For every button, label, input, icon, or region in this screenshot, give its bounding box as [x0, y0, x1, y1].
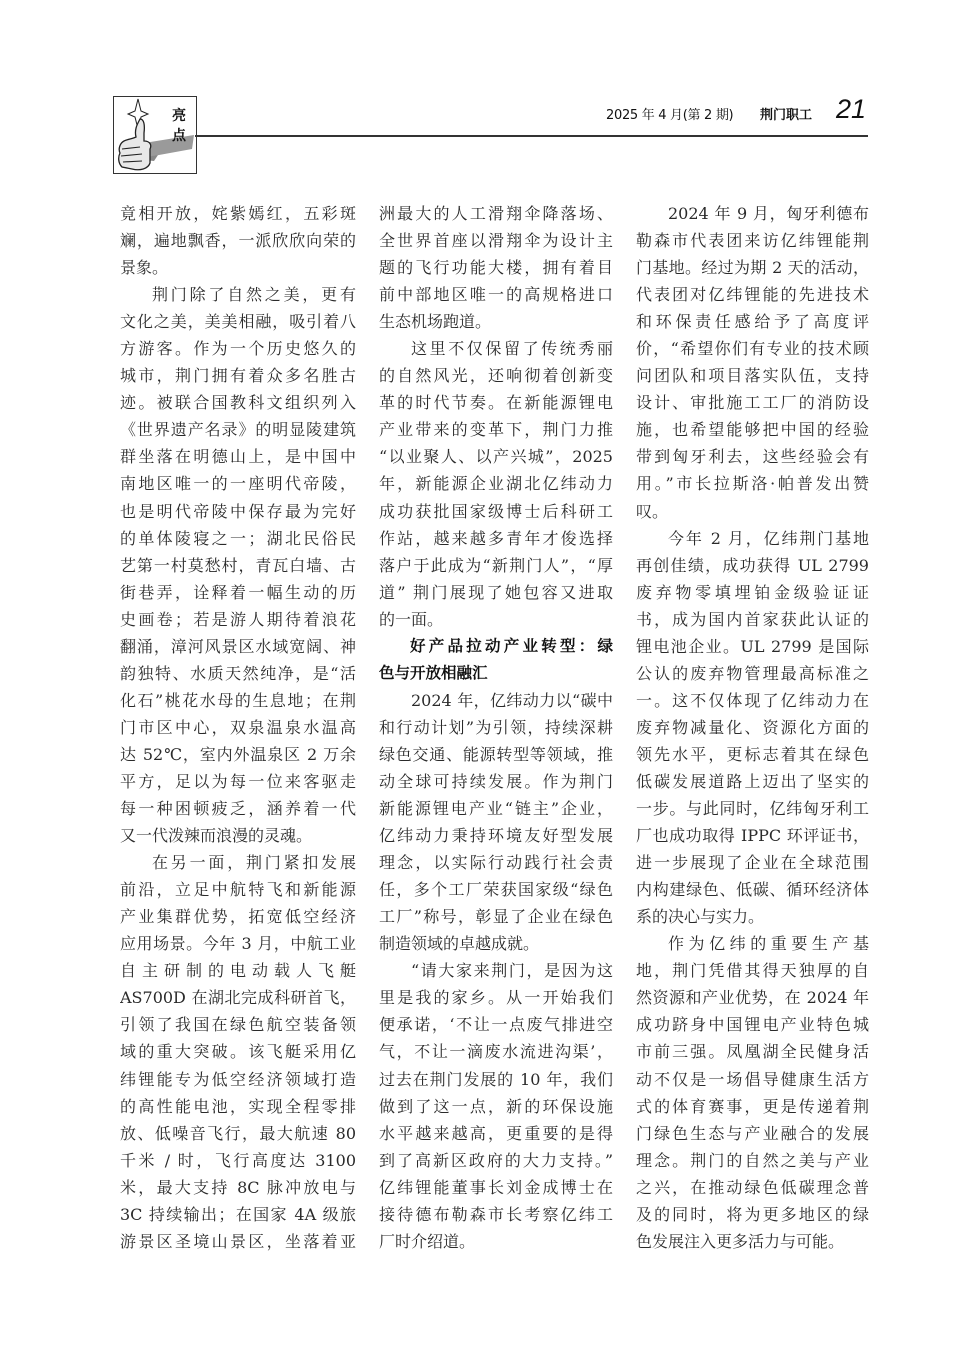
text-line: 作站，越来越多青年才俊选择	[379, 528, 613, 548]
text-line: 年，新能源企业湖北亿纬动力	[379, 474, 613, 494]
text-line: 千米 / 时，飞行高度达 3100	[120, 1150, 356, 1170]
text-line: 设计、审批施工工厂的消防设	[636, 393, 869, 413]
text-line: 领先水平，更标志着其在绿色	[636, 744, 869, 764]
text-line: 艺第一村莫愁村，青瓦白墙、古	[120, 555, 356, 575]
paragraph	[120, 281, 356, 849]
text-line: 厂也成功取得 IPPC 环评证书，	[636, 826, 869, 846]
text-line: 带到匈牙利去，这些经验会有	[636, 447, 869, 467]
text-line: 绿色交通、能源转型等领域，推	[379, 744, 613, 764]
text-line: 街巷弄，诠释着一幅生动的历	[120, 582, 356, 602]
paragraph	[636, 930, 869, 1255]
text-line: 新能源锂电产业“链主”企业，	[379, 799, 613, 819]
text-line: 2024 年 9 月，匈牙利德布	[668, 204, 869, 223]
text-line: 理念，以实际行动践行社会责	[379, 853, 613, 873]
article-column-3	[636, 200, 869, 1255]
text-line: 之兴，在推动绿色低碳理念普	[636, 1177, 869, 1197]
paragraph	[636, 525, 869, 931]
text-line: 又一代泼辣而浪漫的灵魂。	[120, 826, 313, 846]
text-line: 做到了这一点，新的环保设施	[379, 1096, 613, 1116]
text-line: 产业带来的变革下，荆门力推	[379, 420, 613, 440]
text-line: 色发展注入更多活力与可能。	[636, 1231, 845, 1251]
text-line: 的单体陵寝之一；湖北民俗民	[120, 528, 356, 548]
text-line: 价，“希望你们有专业的技术顾	[636, 339, 869, 359]
text-line: 2024 年，亿纬动力以“碳中	[411, 690, 613, 710]
text-line: 道” 荆门展现了她包容又进取	[379, 582, 613, 602]
text-line: 到了高新区政府的大力支持。”	[379, 1150, 613, 1170]
paragraph	[379, 335, 613, 633]
text-line: 今年 2 月，亿纬荆门基地	[668, 528, 869, 548]
text-line: 南地区唯一的一座明代帝陵，	[120, 474, 356, 494]
text-line: 和行动计划”为引领，持续深耕	[379, 717, 613, 737]
article-column-1	[120, 200, 356, 1255]
paragraph	[636, 200, 869, 525]
text-line: 制造领域的卓越成就。	[379, 934, 540, 954]
text-line: 放、低噪音飞行，最大航速 80	[120, 1123, 356, 1143]
text-line: 引领了我国在绿色航空装备领	[120, 1015, 356, 1035]
text-line: 成功跻身中国锂电产业特色城	[636, 1015, 869, 1035]
text-line: 勒森市代表团来访亿纬锂能荆	[636, 231, 869, 251]
section-label: 亮点	[172, 108, 186, 144]
text-line: 低碳发展道路上迈出了坚实的	[636, 771, 869, 791]
text-line: 系的决心与实力。	[636, 907, 765, 927]
text-line: 水平越来越高，更重要的是得	[379, 1123, 613, 1143]
paragraph	[379, 687, 613, 957]
text-line: 亿纬锂能董事长刘金成博士在	[379, 1177, 613, 1197]
text-line: 洲最大的人工滑翔伞降落场、	[379, 204, 613, 223]
text-line: 和环保责任感给予了高度评	[636, 312, 869, 332]
text-line: 达 52℃，室内外温泉区 2 万余	[120, 744, 356, 764]
text-line: 用。”市长拉斯洛·帕普发出赞	[636, 474, 869, 494]
text-line: 废弃物减量化、资源化方面的	[636, 717, 869, 737]
text-line: 工厂”称号，彰显了企业在绿色	[379, 907, 613, 927]
text-line: 锂电池企业。UL 2799 是国际	[636, 636, 869, 656]
text-line: 一步。与此同时，亿纬匈牙利工	[636, 799, 869, 819]
text-line: 方游客。作为一个历史悠久的	[120, 339, 356, 359]
paragraph	[120, 849, 356, 1255]
text-line: 进一步展现了企业在全球范围	[636, 853, 869, 873]
text-line: 的高性能电池，实现全程零排	[120, 1096, 356, 1116]
text-line: 的自然风光，还响彻着创新变	[379, 366, 613, 386]
text-line: 施，也希望能够把中国的经验	[636, 420, 869, 440]
text-line: 动不仅是一场倡导健康生活方	[636, 1069, 869, 1089]
text-line: 3C 持续输出；在国家 4A 级旅	[120, 1204, 356, 1224]
page-number: 21	[836, 94, 867, 124]
text-line: 代表团对亿纬锂能的先进技术	[636, 285, 869, 305]
text-line: 及的同时，将为更多地区的绿	[636, 1204, 869, 1224]
text-line: 前中部地区唯一的高规格进口	[379, 285, 613, 305]
text-line: 生态机场跑道。	[379, 312, 492, 332]
text-line: 前沿，立足中航特飞和新能源	[120, 880, 356, 900]
text-line: 群坐落在明德山上，是中国中	[120, 447, 356, 467]
text-line: 平方，足以为每一位来客驱走	[120, 771, 356, 791]
paragraph	[379, 200, 613, 335]
text-line: 应用场景。今年 3 月，中航工业	[120, 934, 356, 954]
text-line: 一。这不仅体现了亿纬动力在	[636, 690, 869, 710]
text-line: 气，不让一滴废水流进沟渠’，	[379, 1042, 613, 1062]
text-line: 厂时介绍道。	[379, 1231, 476, 1251]
text-line: 这里不仅保留了传统秀丽	[411, 339, 613, 359]
paragraph	[120, 200, 356, 281]
text-line: 地，荆门凭借其得天独厚的自	[636, 961, 869, 981]
text-line: 每一种困顿疲乏，涵养着一代	[120, 799, 356, 819]
text-line: 式的体育赛事，更是传递着荆	[636, 1096, 869, 1116]
text-line: 纬锂能专为低空经济领域打造	[120, 1069, 356, 1089]
text-line: 问团队和项目落实队伍，支持	[636, 366, 869, 386]
text-line: 色与开放相融汇	[379, 663, 488, 682]
text-line: 自主研制的电动载人飞艇	[120, 961, 356, 981]
text-line: 里是我的家乡。从一开始我们	[379, 988, 613, 1008]
text-line: 在另一面，荆门紧扣发展	[152, 853, 356, 873]
text-line: 好产品拉动产业转型：绿	[410, 636, 613, 655]
text-line: “以业聚人、以产兴城”，2025	[379, 447, 613, 467]
text-line: 题的飞行功能大楼，拥有着目	[379, 258, 613, 278]
text-line: 荆门除了自然之美，更有	[152, 285, 356, 305]
text-line: 市前三强。凤凰湖全民健身活	[636, 1042, 869, 1062]
paragraph	[379, 957, 613, 1255]
text-line: 门绿色生态与产业融合的发展	[636, 1123, 869, 1143]
text-line: 门市区中心，双泉温泉水温高	[120, 717, 356, 737]
magazine-name: 荆门职工	[760, 108, 813, 123]
section-logo	[113, 96, 197, 174]
issue-date: 2025 年 4 月(第 2 期)	[606, 108, 734, 123]
text-line: 接待德布勒森市长考察亿纬工	[379, 1204, 613, 1224]
text-line: 叹。	[636, 501, 669, 521]
text-line: 亿纬动力秉持环境友好型发展	[379, 826, 613, 846]
text-line: 书，成为国内首家获此认证的	[636, 609, 869, 629]
text-line: 理念。荆门的自然之美与产业	[636, 1150, 869, 1170]
text-line: 然资源和产业优势，在 2024 年	[636, 988, 869, 1008]
text-line: 作为亿纬的重要生产基	[668, 934, 869, 954]
text-line: 斓，遍地飘香，一派欣欣向荣的	[120, 231, 356, 251]
text-line: 竟相开放，姹紫嫣红，五彩斑	[120, 204, 356, 223]
text-line: 落户于此成为“新荆门人”，“厚	[379, 555, 613, 575]
text-line: 革的时代节奏。在新能源锂电	[379, 393, 613, 413]
text-line: 过去在荆门发展的 10 年，我们	[379, 1069, 613, 1089]
text-line: 成功获批国家级博士后科研工	[379, 501, 613, 521]
text-line: 动全球可持续发展。作为荆门	[379, 771, 613, 791]
article-column-2	[379, 200, 613, 1255]
text-line: 便承诺，‘不让一点废气排进空	[379, 1015, 613, 1035]
text-line: 史画卷；若是游人期待着浪花	[120, 609, 356, 629]
text-line: 韵独特、水质天然纯净，是“活	[120, 663, 356, 683]
text-line: AS700D 在湖北完成科研首飞，	[120, 988, 356, 1008]
text-line: 《世界遗产名录》的明显陵建筑	[120, 420, 356, 440]
text-line: 也是明代帝陵中保存最为完好	[120, 501, 356, 521]
text-line: 的一面。	[379, 609, 444, 629]
header-rule	[195, 135, 868, 137]
text-line: 再创佳绩，成功获得 UL 2799	[636, 555, 869, 575]
text-line: 域的重大突破。该飞艇采用亿	[120, 1042, 356, 1062]
text-line: 城市，荆门拥有着众多名胜古	[120, 366, 356, 386]
text-line: “请大家来荆门，是因为这	[411, 961, 613, 981]
text-line: 产业集群优势，拓宽低空经济	[120, 907, 356, 927]
text-line: 公认的废弃物管理最高标准之	[636, 663, 869, 683]
text-line: 翻涌，漳河风景区水域宽阔、神	[120, 636, 356, 656]
text-line: 任，多个工厂荣获国家级“绿色	[379, 880, 613, 900]
text-line: 全世界首座以滑翔伞为设计主	[379, 231, 613, 251]
text-line: 米，最大支持 8C 脉冲放电与	[120, 1177, 356, 1197]
text-line: 文化之美，美美相融，吸引着八	[120, 312, 356, 332]
text-line: 化石”桃花水母的生息地；在荆	[120, 690, 356, 710]
text-line: 游景区圣境山景区，坐落着亚	[120, 1231, 356, 1251]
section-heading	[379, 633, 613, 687]
text-line: 迹。被联合国教科文组织列入	[120, 393, 356, 413]
text-line: 景象。	[120, 258, 169, 278]
text-line: 废弃物零填埋铂金级验证证	[636, 582, 869, 602]
text-line: 门基地。经过为期 2 天的活动，	[636, 258, 869, 278]
text-line: 内构建绿色、低碳、循环经济体	[636, 880, 869, 900]
